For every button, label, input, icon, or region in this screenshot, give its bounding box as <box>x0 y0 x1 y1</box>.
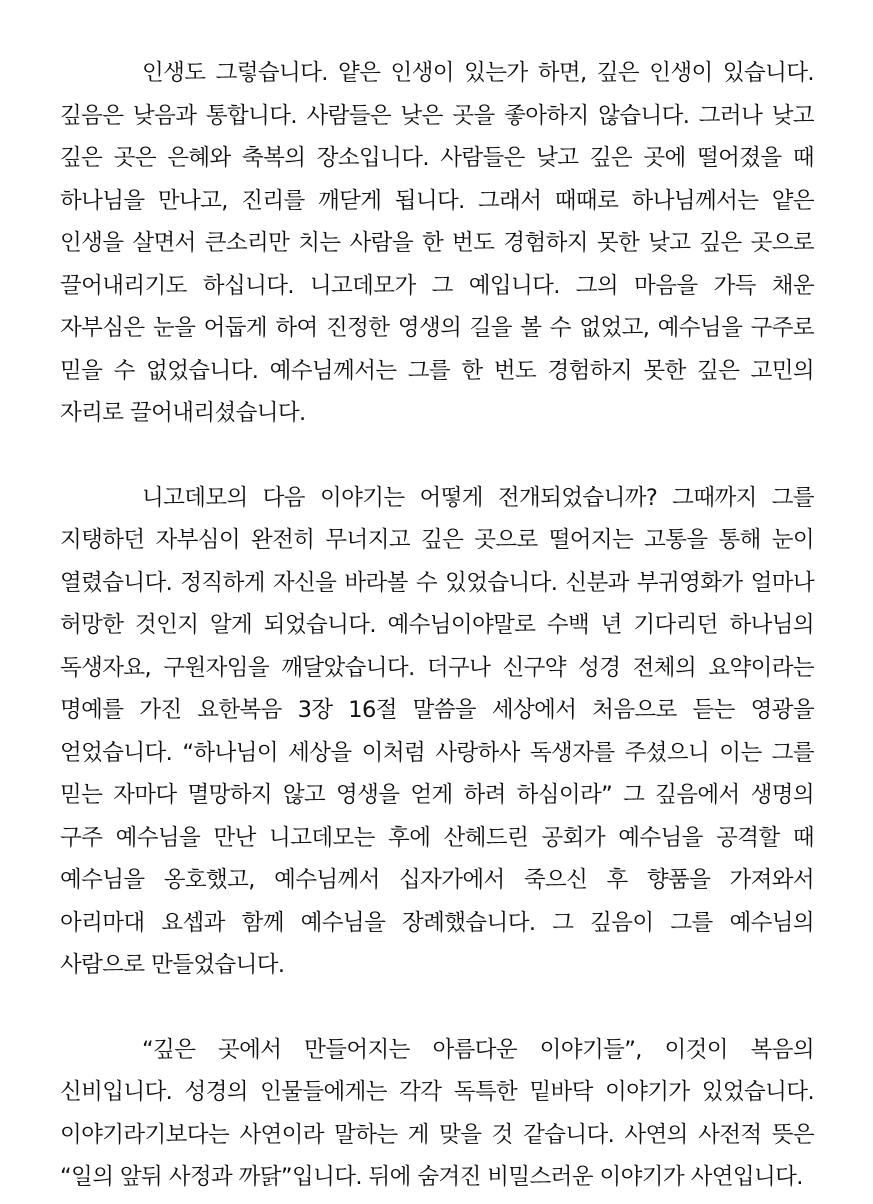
paragraph-1: 인생도 그렇습니다. 얕은 인생이 있는가 하면, 깊은 인생이 있습니다. 깊음은 낮음과 통합니다. 사람들은 낮은 곳을 좋아하지 않습니다. 그러나 낮고 깊은 곳은 은혜와 축복의 장소입니다. 사람들은 낮고 깊은 곳에 떨어졌을 때 하나님을 만나고, 진리를 깨닫게 됩니다. 그래서 때때로 하나님께서는 얕은 인생을 살면서 큰소리만 치는 사람을 한 번도 경험하지 못한 낮고 깊은 곳으로 끌어내리기도 하십니다. 니고데모가 그 예입니다. 그의 마음을 가득 채운 자부심은 눈을 어둡게 하여 진정한 영생의 길을 볼 수 없었고, 예수님을 구주로 믿을 수 없었습니다. 예수님께서는 그를 한 번도 경험하지 못한 깊은 고민의 자리로 끌어내리셨습니다. <box>60 60 814 426</box>
document-body <box>60 52 814 1199</box>
paragraph-2: 니고데모의 다음 이야기는 어떻게 전개되었습니까? 그때까지 그를 지탱하던 자부심이 완전히 무너지고 깊은 곳으로 떨어지는 고통을 통해 눈이 열렸습니다. 정직하게 자신을 바라볼 수 있었습니다. 신분과 부귀영화가 얼마나 허망한 것인지 알게 되었습니다. 예수님이야말로 수백 년 기다리던 하나님의 독생자요, 구원자임을 깨달았습니다. 더구나 신구약 성경 전체의 요약이라는 명예를 가진 요한복음 3장 16절 말씀을 세상에서 처음으로 듣는 영광을 얻었습니다. “하나님이 세상을 이처럼 사랑하사 독생자를 주셨으니 이는 그를 믿는 자마다 멸망하지 않고 영생을 얻게 하려 하심이라” 그 깊음에서 생명의 구주 예수님을 만난 니고데모는 후에 산헤드린 공회가 예수님을 공격할 때 예수님을 옹호했고, 예수님께서 십자가에서 죽으신 후 향품을 가져와서 아리마대 요셉과 함께 예수님을 장례했습니다. 그 깊음이 그를 예수님의 사람으로 만들었습니다. <box>60 484 814 978</box>
paragraph-3: “깊은 곳에서 만들어지는 아름다운 이야기들”, 이것이 복음의 신비입니다. 성경의 인물들에게는 각각 독특한 밑바닥 이야기가 있었습니다. 이야기라기보다는 사연이라 말하는 게 맞을 것 같습니다. 사연의 사전적 뜻은 “일의 앞뒤 사정과 까닭”입니다. 뒤에 숨겨진 비밀스러운 이야기가 사연입니다. <box>60 1036 815 1190</box>
